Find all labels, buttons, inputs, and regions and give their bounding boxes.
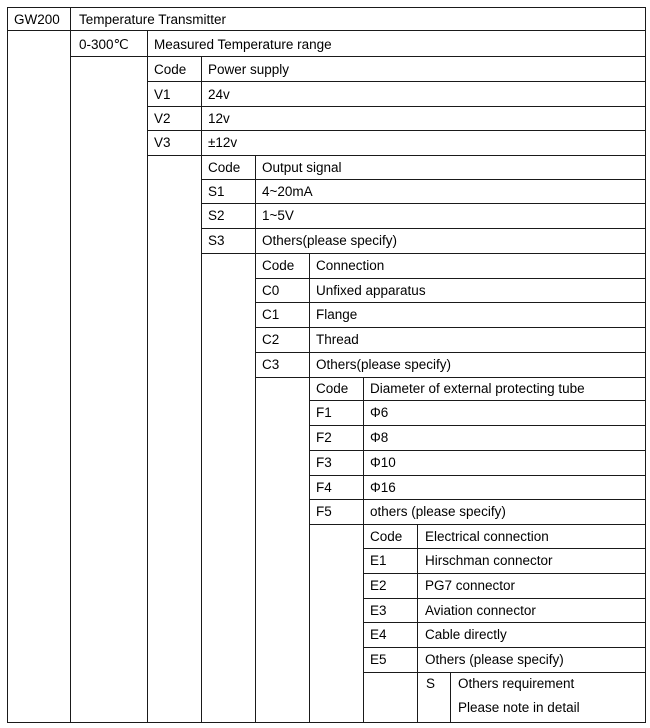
- electrical-label: PG7 connector: [425, 578, 516, 593]
- power-header-code: Code: [154, 62, 187, 77]
- tube-label: Φ10: [370, 455, 396, 470]
- connection-code: C1: [262, 307, 280, 322]
- special-line-2: Please note in detail: [458, 700, 580, 715]
- table-rule-vertical: [147, 30, 148, 723]
- connection-code: C3: [262, 357, 280, 372]
- table-rule-vertical: [201, 56, 202, 723]
- table-rule-horizontal: [147, 130, 646, 131]
- special-code: S: [426, 676, 436, 691]
- connection-header-code: Code: [262, 258, 295, 273]
- tube-code: F4: [316, 480, 332, 495]
- table-rule-horizontal: [363, 573, 646, 574]
- table-rule-vertical: [309, 253, 310, 723]
- electrical-code: E5: [370, 652, 387, 667]
- table-rule-horizontal: [309, 425, 646, 426]
- tube-header-code: Code: [316, 381, 349, 396]
- table-rule-horizontal: [309, 499, 646, 500]
- table-rule-horizontal: [201, 253, 646, 254]
- table-rule-horizontal: [363, 647, 646, 648]
- connection-header-label: Connection: [316, 258, 385, 273]
- table-rule-horizontal: [255, 377, 646, 378]
- tube-label: Φ16: [370, 480, 396, 495]
- table-rule-horizontal: [309, 400, 646, 401]
- table-rule-horizontal: [255, 278, 646, 279]
- range-code: 0-300℃: [79, 37, 129, 52]
- table-rule-horizontal: [309, 475, 646, 476]
- output-header-label: Output signal: [262, 160, 342, 175]
- table-rule-horizontal: [70, 56, 646, 57]
- table-rule-horizontal: [201, 228, 646, 229]
- electrical-code: E1: [370, 553, 387, 568]
- table-rule-horizontal: [309, 450, 646, 451]
- connection-label: Flange: [316, 307, 358, 322]
- tube-code: F1: [316, 405, 332, 420]
- power-label: ±12v: [208, 135, 238, 150]
- output-label: Others(please specify): [262, 233, 398, 248]
- table-rule-horizontal: [363, 548, 646, 549]
- power-code: V1: [154, 87, 171, 102]
- table-rule-horizontal: [7, 722, 646, 723]
- tube-label: Φ8: [370, 430, 389, 445]
- electrical-header-label: Electrical connection: [425, 529, 549, 544]
- power-header-label: Power supply: [208, 62, 290, 77]
- output-code: S3: [208, 233, 225, 248]
- table-rule-vertical: [70, 7, 71, 723]
- table-rule-vertical: [363, 377, 364, 723]
- output-label: 4~20mA: [262, 184, 313, 199]
- output-label: 1~5V: [262, 208, 294, 223]
- table-rule-horizontal: [7, 7, 646, 8]
- range-label: Measured Temperature range: [154, 37, 332, 52]
- tube-label: Φ6: [370, 405, 389, 420]
- table-rule-horizontal: [363, 622, 646, 623]
- connection-label: Unfixed apparatus: [316, 283, 426, 298]
- table-rule-horizontal: [255, 327, 646, 328]
- model-code: GW200: [14, 12, 60, 27]
- model-label: Temperature Transmitter: [79, 12, 227, 27]
- table-rule-horizontal: [309, 524, 646, 525]
- electrical-label: Hirschman connector: [425, 553, 553, 568]
- output-code: S2: [208, 208, 225, 223]
- power-label: 24v: [208, 87, 230, 102]
- output-code: S1: [208, 184, 225, 199]
- table-rule-horizontal: [147, 81, 646, 82]
- output-header-code: Code: [208, 160, 241, 175]
- connection-label: Thread: [316, 332, 359, 347]
- table-rule-horizontal: [363, 672, 646, 673]
- table-rule-vertical: [645, 7, 646, 723]
- power-code: V2: [154, 111, 171, 126]
- connection-code: C0: [262, 283, 280, 298]
- table-rule-horizontal: [147, 106, 646, 107]
- power-code: V3: [154, 135, 171, 150]
- power-label: 12v: [208, 111, 230, 126]
- table-rule-horizontal: [201, 203, 646, 204]
- tube-code: F5: [316, 504, 332, 519]
- table-rule-vertical: [450, 672, 451, 723]
- electrical-header-code: Code: [370, 529, 403, 544]
- electrical-code: E2: [370, 578, 387, 593]
- tube-header-label: Diameter of external protecting tube: [370, 381, 585, 396]
- table-rule-horizontal: [363, 598, 646, 599]
- table-rule-horizontal: [147, 155, 646, 156]
- table-rule-horizontal: [255, 352, 646, 353]
- electrical-code: E3: [370, 603, 387, 618]
- table-rule-horizontal: [201, 179, 646, 180]
- table-rule-vertical: [417, 524, 418, 723]
- connection-label: Others(please specify): [316, 357, 452, 372]
- tube-label: others (please specify): [370, 504, 506, 519]
- special-line-1: Others requirement: [458, 676, 575, 691]
- tube-code: F2: [316, 430, 332, 445]
- table-rule-horizontal: [255, 302, 646, 303]
- electrical-label: Others (please specify): [425, 652, 564, 667]
- electrical-code: E4: [370, 627, 387, 642]
- connection-code: C2: [262, 332, 280, 347]
- tube-code: F3: [316, 455, 332, 470]
- electrical-label: Aviation connector: [425, 603, 536, 618]
- table-rule-vertical: [255, 155, 256, 723]
- electrical-label: Cable directly: [425, 627, 507, 642]
- table-rule-vertical: [7, 7, 8, 723]
- table-rule-horizontal: [7, 30, 646, 31]
